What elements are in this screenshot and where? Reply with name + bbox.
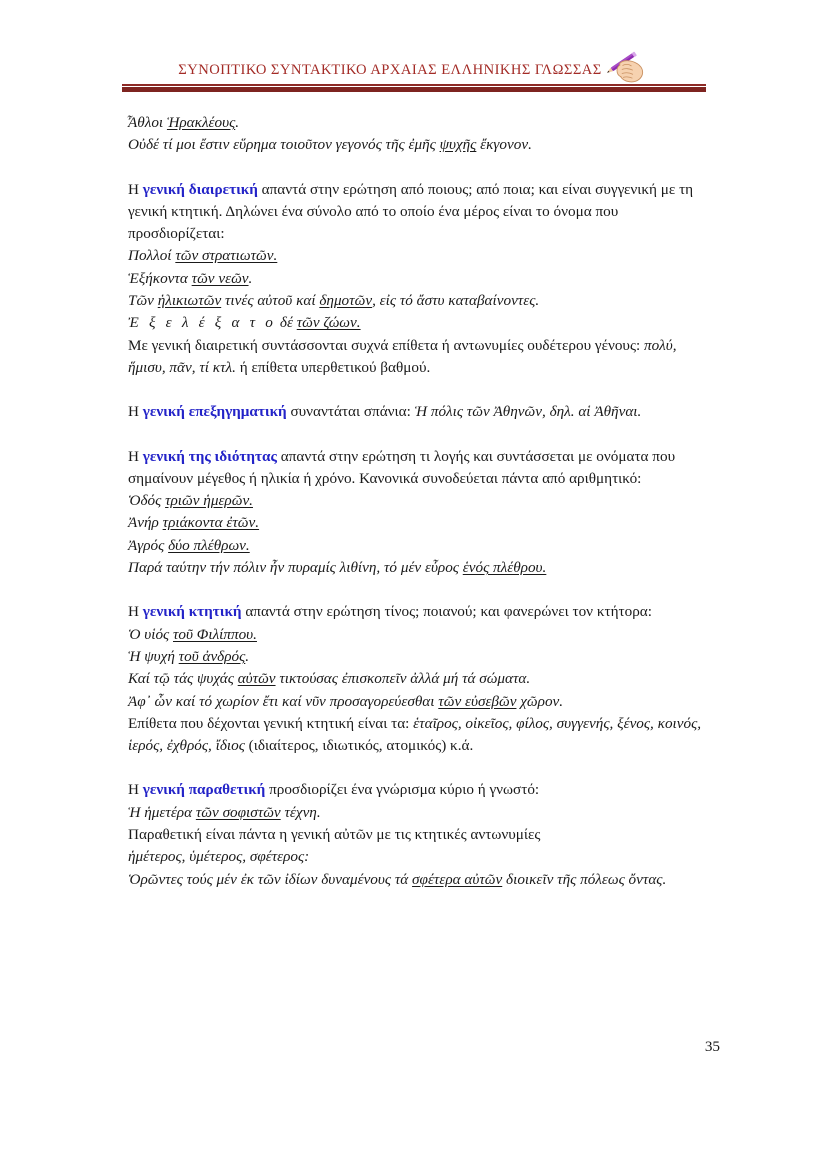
example-text-tail: . — [248, 269, 253, 287]
note-italic-list: ἑταῖρος, οἰκεῖος, φίλος, συγγενής, ξένος, κοινός, ἱερός, ἐχθρός, ἴδιος — [128, 714, 702, 755]
page-title: ΣΥΝΟΠΤΙΚΟ ΣΥΝΤΑΚΤΙΚΟ ΑΡΧΑΙΑΣ ΕΛΛΗΝΙΚΗΣ ΓΛΩΣΣΑΣ — [178, 62, 602, 79]
example-line — [128, 112, 702, 134]
example-line — [128, 268, 702, 290]
example-text-tail: . — [235, 114, 240, 131]
example-underlined: τοῦ Φιλίππου. — [173, 625, 257, 643]
intro-examples-block — [128, 112, 702, 157]
section-genitive-appositive — [128, 779, 702, 890]
section-genitive-partitive — [128, 179, 702, 380]
example-line — [128, 691, 702, 713]
paragraph-spacer — [128, 157, 702, 179]
example-text-tail: , εἰς τό ἄστυ καταβαίνοντες. — [372, 292, 540, 310]
page-header — [122, 52, 706, 94]
example-underlined: ψυχῆς — [439, 136, 477, 154]
example-line — [128, 512, 702, 534]
example-text: Ἀνήρ — [128, 514, 163, 532]
paragraph-spacer — [128, 424, 702, 446]
example-text: Ἡ ἡμετέρα — [128, 803, 196, 821]
note-prefix: Επίθετα που δέχονται γενική κτητική είναι τα: — [128, 714, 414, 732]
section-note-paragraph — [128, 824, 702, 846]
section-genitive-quality — [128, 446, 702, 580]
note-italic-line — [128, 846, 702, 868]
example-line — [128, 490, 702, 512]
lead-prefix: Η — [128, 781, 143, 799]
note-tail: ή επίθετα υπερθετικού βαθμού. — [235, 358, 431, 376]
example-underlined: αὐτῶν — [237, 670, 276, 688]
section-lead-paragraph — [128, 401, 702, 423]
header-title-row — [122, 52, 706, 80]
note-tail: (ιδιαίτερος, ιδιωτικός, ατομικός) κ.ά. — [244, 737, 474, 755]
lead-body: απαντά στην ερώτηση τίνος; ποιανού; και φανερώνει τον κτήτορα: — [241, 603, 652, 621]
example-line — [128, 535, 702, 557]
example-underlined: τριῶν ἡμερῶν. — [165, 492, 253, 510]
example-text: Ἆθλοι — [128, 114, 167, 131]
example-line — [128, 245, 702, 267]
example-line — [128, 869, 702, 891]
example-line — [128, 134, 702, 156]
section-lead-paragraph — [128, 179, 702, 246]
example-text: Ὁρῶντες τούς μέν ἐκ τῶν ἰδίων δυναμένους τά — [128, 870, 413, 888]
lead-prefix: Η — [128, 403, 143, 421]
example-text: Πολλοί — [128, 247, 176, 265]
inline-example: Ἡ πόλις τῶν Ἀθηνῶν, δηλ. αἱ Ἀθῆναι. — [414, 403, 642, 421]
header-rule-thick — [122, 87, 706, 92]
note-italic-list: ἡμέτερος, ὑμέτερος, σφέτερος: — [128, 848, 310, 866]
example-underlined: σφέτερα αὐτῶν — [412, 870, 503, 888]
section-note-paragraph — [128, 713, 702, 758]
section-lead-paragraph — [128, 446, 702, 491]
section-note-paragraph — [128, 335, 702, 380]
document-body — [128, 112, 702, 891]
section-lead-paragraph — [128, 601, 702, 623]
lead-prefix: Η — [128, 603, 143, 621]
paragraph-spacer — [128, 579, 702, 601]
lead-body: απαντά στην ερώτηση από ποιους; από ποια; και είναι συγγενική με τη γενική κτητική. Δηλώνει ένα σύνολο από το οποίο ένα μέρος είναι το όνομα που προσδιορίζεται: — [128, 180, 694, 243]
example-line — [128, 290, 702, 312]
example-underlined: τῶν νεῶν — [191, 269, 249, 287]
example-line — [128, 624, 702, 646]
lead-prefix: Η — [128, 447, 143, 465]
example-text-tail: διοικεῖν τῆς πόλεως ὄντας. — [502, 870, 667, 888]
section-genitive-possessive — [128, 601, 702, 757]
header-rule-thin — [122, 84, 706, 86]
example-text: Ἀφ᾿ ὧν καί τό χωρίον ἔτι καί νῦν προσαγορεύεσθαι — [128, 692, 439, 710]
example-line — [128, 802, 702, 824]
keyword-genitive-appositive: γενική παραθετική — [142, 781, 266, 799]
lead-prefix: Η — [128, 180, 143, 198]
example-text-tail: ἔκγονον. — [476, 136, 532, 154]
lead-body: συναντάται σπάνια: — [286, 403, 415, 421]
example-underlined: τοῦ ἀνδρός — [178, 647, 246, 665]
example-line — [128, 668, 702, 690]
keyword-genitive-possessive: γενική κτητική — [142, 603, 242, 621]
paragraph-spacer — [128, 757, 702, 779]
example-underlined: τῶν ζώων. — [296, 314, 361, 332]
page-number: 35 — [704, 1038, 720, 1055]
section-lead-paragraph — [128, 779, 702, 801]
example-line — [128, 557, 702, 579]
keyword-genitive-partitive: γενική διαιρετική — [142, 180, 258, 198]
example-underlined: τῶν στρατιωτῶν. — [175, 247, 278, 265]
keyword-genitive-quality: γενική της ιδιότητας — [142, 447, 277, 465]
lead-body: προσδιορίζει ένα γνώρισμα κύριο ή γνωστό: — [265, 781, 540, 799]
example-text: Καί τῷ τάς ψυχάς — [128, 670, 238, 688]
note-prefix: Παραθετική είναι πάντα η γενική αὐτῶν με τις κτητικές αντωνυμίες — [128, 826, 541, 844]
example-text-tail: . — [245, 647, 250, 665]
example-underlined: τῶν σοφιστῶν — [195, 803, 281, 821]
example-underlined: ἡλικιωτῶν — [157, 292, 222, 310]
example-text-tail: χῶρον. — [516, 692, 564, 710]
example-underlined-2: δημοτῶν — [319, 292, 373, 310]
example-text-mid: δέ — [276, 314, 297, 332]
example-text: Ὁδός — [128, 492, 166, 510]
example-text: Ἀγρός — [128, 536, 169, 554]
example-underlined: τριάκοντα ἐτῶν. — [162, 514, 260, 532]
example-text: Παρά ταύτην τήν πόλιν ἦν πυραμίς λιθίνη, τό μέν εὖρος — [128, 559, 463, 577]
example-text: Ἡ ψυχή — [128, 647, 179, 665]
example-text: Ὁ υἱός — [128, 625, 173, 643]
keyword-genitive-explanatory: γενική επεξηγηματική — [142, 403, 287, 421]
example-text: Τῶν — [128, 292, 158, 310]
example-underlined: Ἡρακλέους — [166, 114, 236, 131]
example-underlined: τῶν εὐσεβῶν — [438, 692, 517, 710]
example-text-mid: τινές αὐτοῦ καί — [221, 292, 320, 310]
section-genitive-explanatory — [128, 401, 702, 423]
example-line — [128, 646, 702, 668]
example-underlined: δύο πλέθρων. — [168, 536, 250, 554]
note-prefix: Με γενική διαιρετική συντάσσονται συχνά επίθετα ή αντωνυμίες ουδέτερου γένους: — [128, 336, 644, 354]
example-text: Οὐδέ τί μοι ἔστιν εὕρημα τοιοῦτον γεγονός τῆς ἐμῆς — [128, 136, 440, 154]
lead-body: απαντά στην ερώτηση τι λογής και συντάσσεται με ονόματα που σημαίνουν μέγεθος ή ηλικία ή χρόνο. Κανονικά συνοδεύεται πάντα από αριθμητικό: — [128, 447, 676, 487]
example-text-tail: τικτούσας ἐπισκοπεῖν ἀλλά μή τά σώματα. — [275, 670, 531, 688]
example-text-tail: τέχνη. — [280, 803, 321, 821]
example-line-spaced — [128, 312, 702, 334]
example-text: Ἑξήκοντα — [128, 269, 192, 287]
paragraph-spacer — [128, 379, 702, 401]
example-letterspaced: Ἐ ξ ε λ έ ξ α τ ο — [128, 314, 277, 332]
note-italic-list: πολύ, ἥμισυ, πᾶν, τί κτλ. — [128, 336, 677, 376]
writing-hand-pencil-icon — [604, 50, 650, 84]
example-underlined: ἑνός πλέθρου. — [462, 559, 547, 577]
